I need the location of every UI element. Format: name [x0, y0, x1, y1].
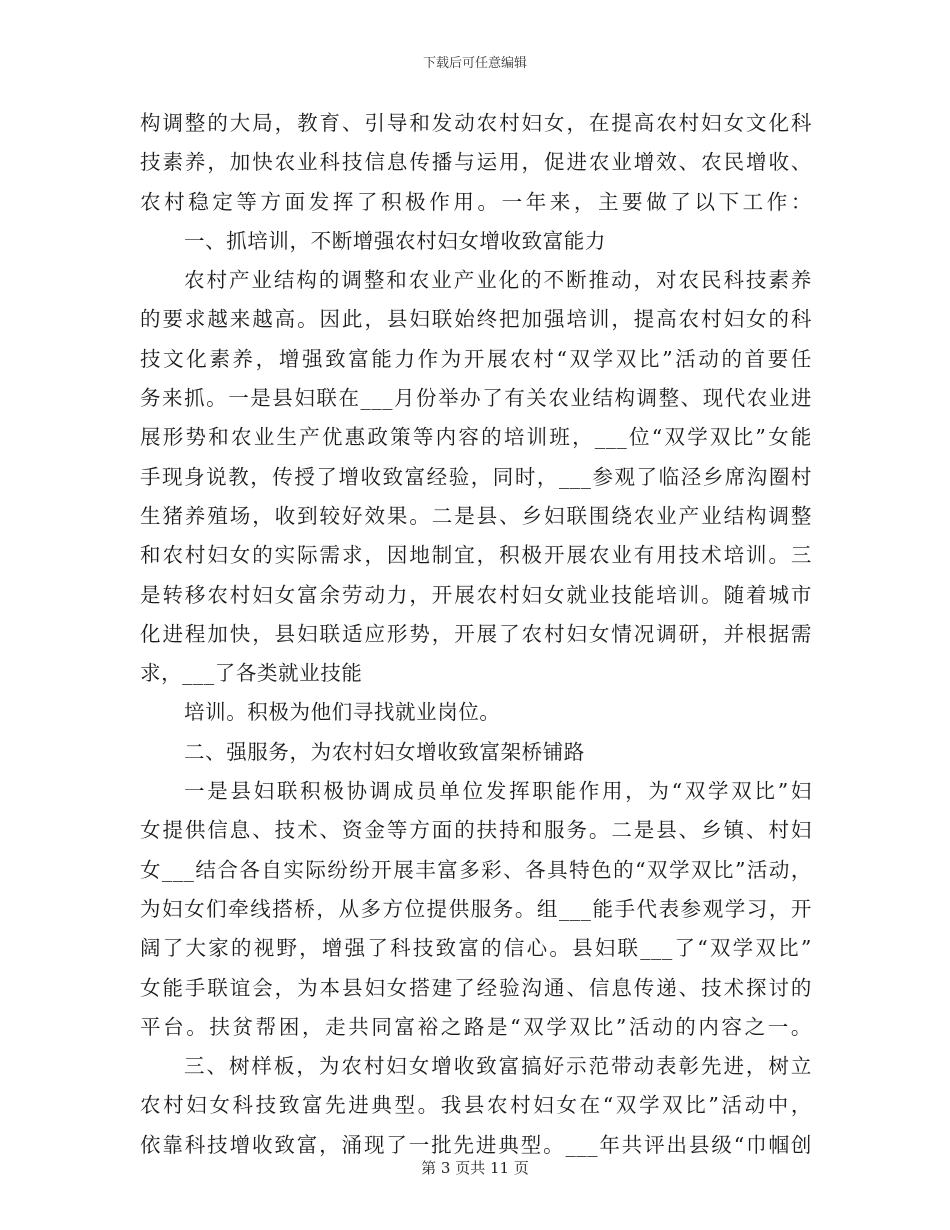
text-line: 为妇女们牵线搭桥，从多方位提供服务。组___能手代表参观学习，开 [140, 896, 812, 921]
text-line: 三、树样板，为农村妇女增收致富搞好示范带动表彰先进，树立 [184, 1054, 812, 1079]
text-line: 技文化素养，增强致富能力作为开展农村“双学双比”活动的首要任 [140, 346, 812, 371]
text-line: 是转移农村妇女富余劳动力，开展农村妇女就业技能培训。随着城市 [140, 582, 812, 607]
text-line: 农村产业结构的调整和农业产业化的不断推动，对农民科技素养 [184, 268, 812, 293]
page-footer-number: 第 3 页共 11 页 [421, 1159, 529, 1177]
text-line: 和农村妇女的实际需求，因地制宜，积极开展农业有用技术培训。三 [140, 543, 812, 568]
text-line: 技素养，加快农业科技信息传播与运用，促进农业增效、农民增收、 [140, 150, 812, 175]
text-line: 求，___了各类就业技能 [140, 661, 363, 686]
text-line: 阔了大家的视野，增强了科技致富的信心。县妇联___了“双学双比” [140, 936, 812, 961]
text-line: 化进程加快，县妇联适应形势，开展了农村妇女情况调研，并根据需 [140, 621, 812, 646]
text-line: 务来抓。一是县妇联在___月份举办了有关农业结构调整、现代农业进 [140, 386, 812, 411]
body-text [140, 104, 812, 1165]
text-line: 平台。扶贫帮困，走共同富裕之路是“双学双比”活动的内容之一。 [140, 1014, 812, 1039]
text-line: 展形势和农业生产优惠政策等内容的培训班，___位“双学双比”女能 [140, 425, 812, 450]
text-line: 农村妇女科技致富先进典型。我县农村妇女在“双学双比”活动中， [140, 1093, 812, 1118]
text-line: 农村稳定等方面发挥了积极作用。一年来，主要做了以下工作： [140, 189, 812, 214]
text-line: 依靠科技增收致富，涌现了一批先进典型。___年共评出县级“巾帼创 [140, 1132, 812, 1157]
text-line: 二、强服务，为农村妇女增收致富架桥铺路 [184, 739, 585, 764]
text-line: 女___结合各自实际纷纷开展丰富多彩、各具特色的“双学双比”活动， [140, 857, 812, 882]
page-header-note: 下载后可任意编辑 [422, 56, 527, 71]
text-line: 女能手联谊会，为本县妇女搭建了经验沟通、信息传递、技术探讨的 [140, 975, 812, 1000]
text-line: 生猪养殖场，收到较好效果。二是县、乡妇联围绕农业产业结构调整 [140, 503, 812, 528]
text-line: 女提供信息、技术、资金等方面的扶持和服务。二是县、乡镇、村妇 [140, 818, 812, 843]
text-line: 构调整的大局，教育、引导和发动农村妇女，在提高农村妇女文化科 [140, 111, 812, 135]
text-line: 一、抓培训，不断增强农村妇女增收致富能力 [184, 228, 606, 253]
text-line: 一是县妇联积极协调成员单位发挥职能作用，为“双学双比”妇 [184, 779, 812, 804]
text-line: 的要求越来越高。因此，县妇联始终把加强培训，提高农村妇女的科 [140, 307, 812, 332]
text-line: 培训。积极为他们寻找就业岗位。 [184, 700, 501, 725]
text-line: 手现身说教，传授了增收致富经验，同时，___参观了临泾乡席沟圈村 [140, 464, 812, 489]
